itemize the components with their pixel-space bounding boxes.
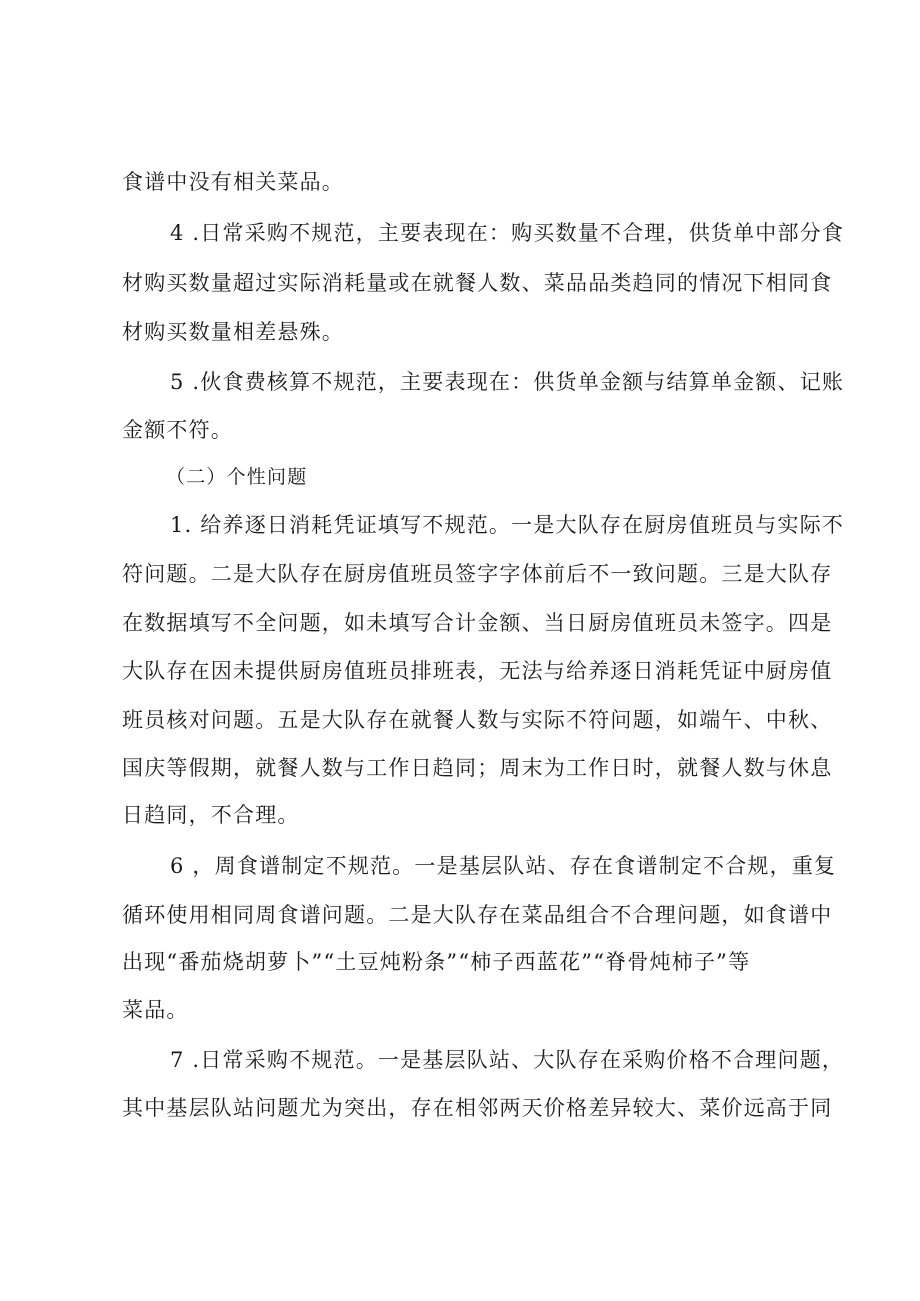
- paragraph-line: 金额不符。: [122, 418, 233, 442]
- paragraph-line: 出现“番茄烧胡萝卜”“土豆炖粉条”“柿子西蓝花”“脊骨炖柿子”等: [122, 950, 751, 974]
- paragraph-line: 材购买数量相差悬殊。: [122, 320, 344, 344]
- paragraph-line: 班员核对问题。五是大队存在就餐人数与实际不符问题，如端午、中秋、: [122, 708, 833, 732]
- paragraph-line: 7 .日常采购不规范。一是基层队站、大队存在采购价格不合理问题，: [170, 1048, 845, 1072]
- paragraph-line: 1. 给养逐日消耗凭证填写不规范。一是大队存在厨房值班员与实际不: [170, 513, 845, 537]
- paragraph-line: 6 ，周食谱制定不规范。一是基层队站、存在食谱制定不合规，重复: [170, 854, 837, 878]
- paragraph-line: 符问题。二是大队存在厨房值班员签字字体前后不一致问题。三是大队存: [122, 562, 833, 586]
- paragraph-line: 日趋同，不合理。: [122, 803, 300, 827]
- paragraph-line: 5 .伙食费核算不规范，主要表现在：供货单金额与结算单金额、记账: [170, 370, 845, 394]
- paragraph-line: 其中基层队站问题尤为突出，存在相邻两天价格差异较大、菜价远高于同: [122, 1096, 833, 1120]
- paragraph-line: 国庆等假期，就餐人数与工作日趋同；周末为工作日时，就餐人数与休息: [122, 756, 833, 780]
- paragraph-line: 4 .日常采购不规范，主要表现在：购买数量不合理，供货单中部分食: [170, 221, 845, 245]
- section-heading: （二）个性问题: [166, 466, 308, 488]
- paragraph-line: 大队存在因未提供厨房值班员排班表，无法与给养逐日消耗凭证中厨房值: [122, 659, 833, 683]
- paragraph-line: 在数据填写不全问题，如未填写合计金额、当日厨房值班员未签字。四是: [122, 611, 833, 635]
- paragraph-line: 材购买数量超过实际消耗量或在就餐人数、菜品品类趋同的情况下相同食: [122, 271, 833, 295]
- paragraph-line: 食谱中没有相关菜品。: [122, 170, 344, 194]
- paragraph-line: 循环使用相同周食谱问题。二是大队存在菜品组合不合理问题，如食谱中: [122, 903, 833, 927]
- paragraph-line: 菜品。: [122, 998, 189, 1022]
